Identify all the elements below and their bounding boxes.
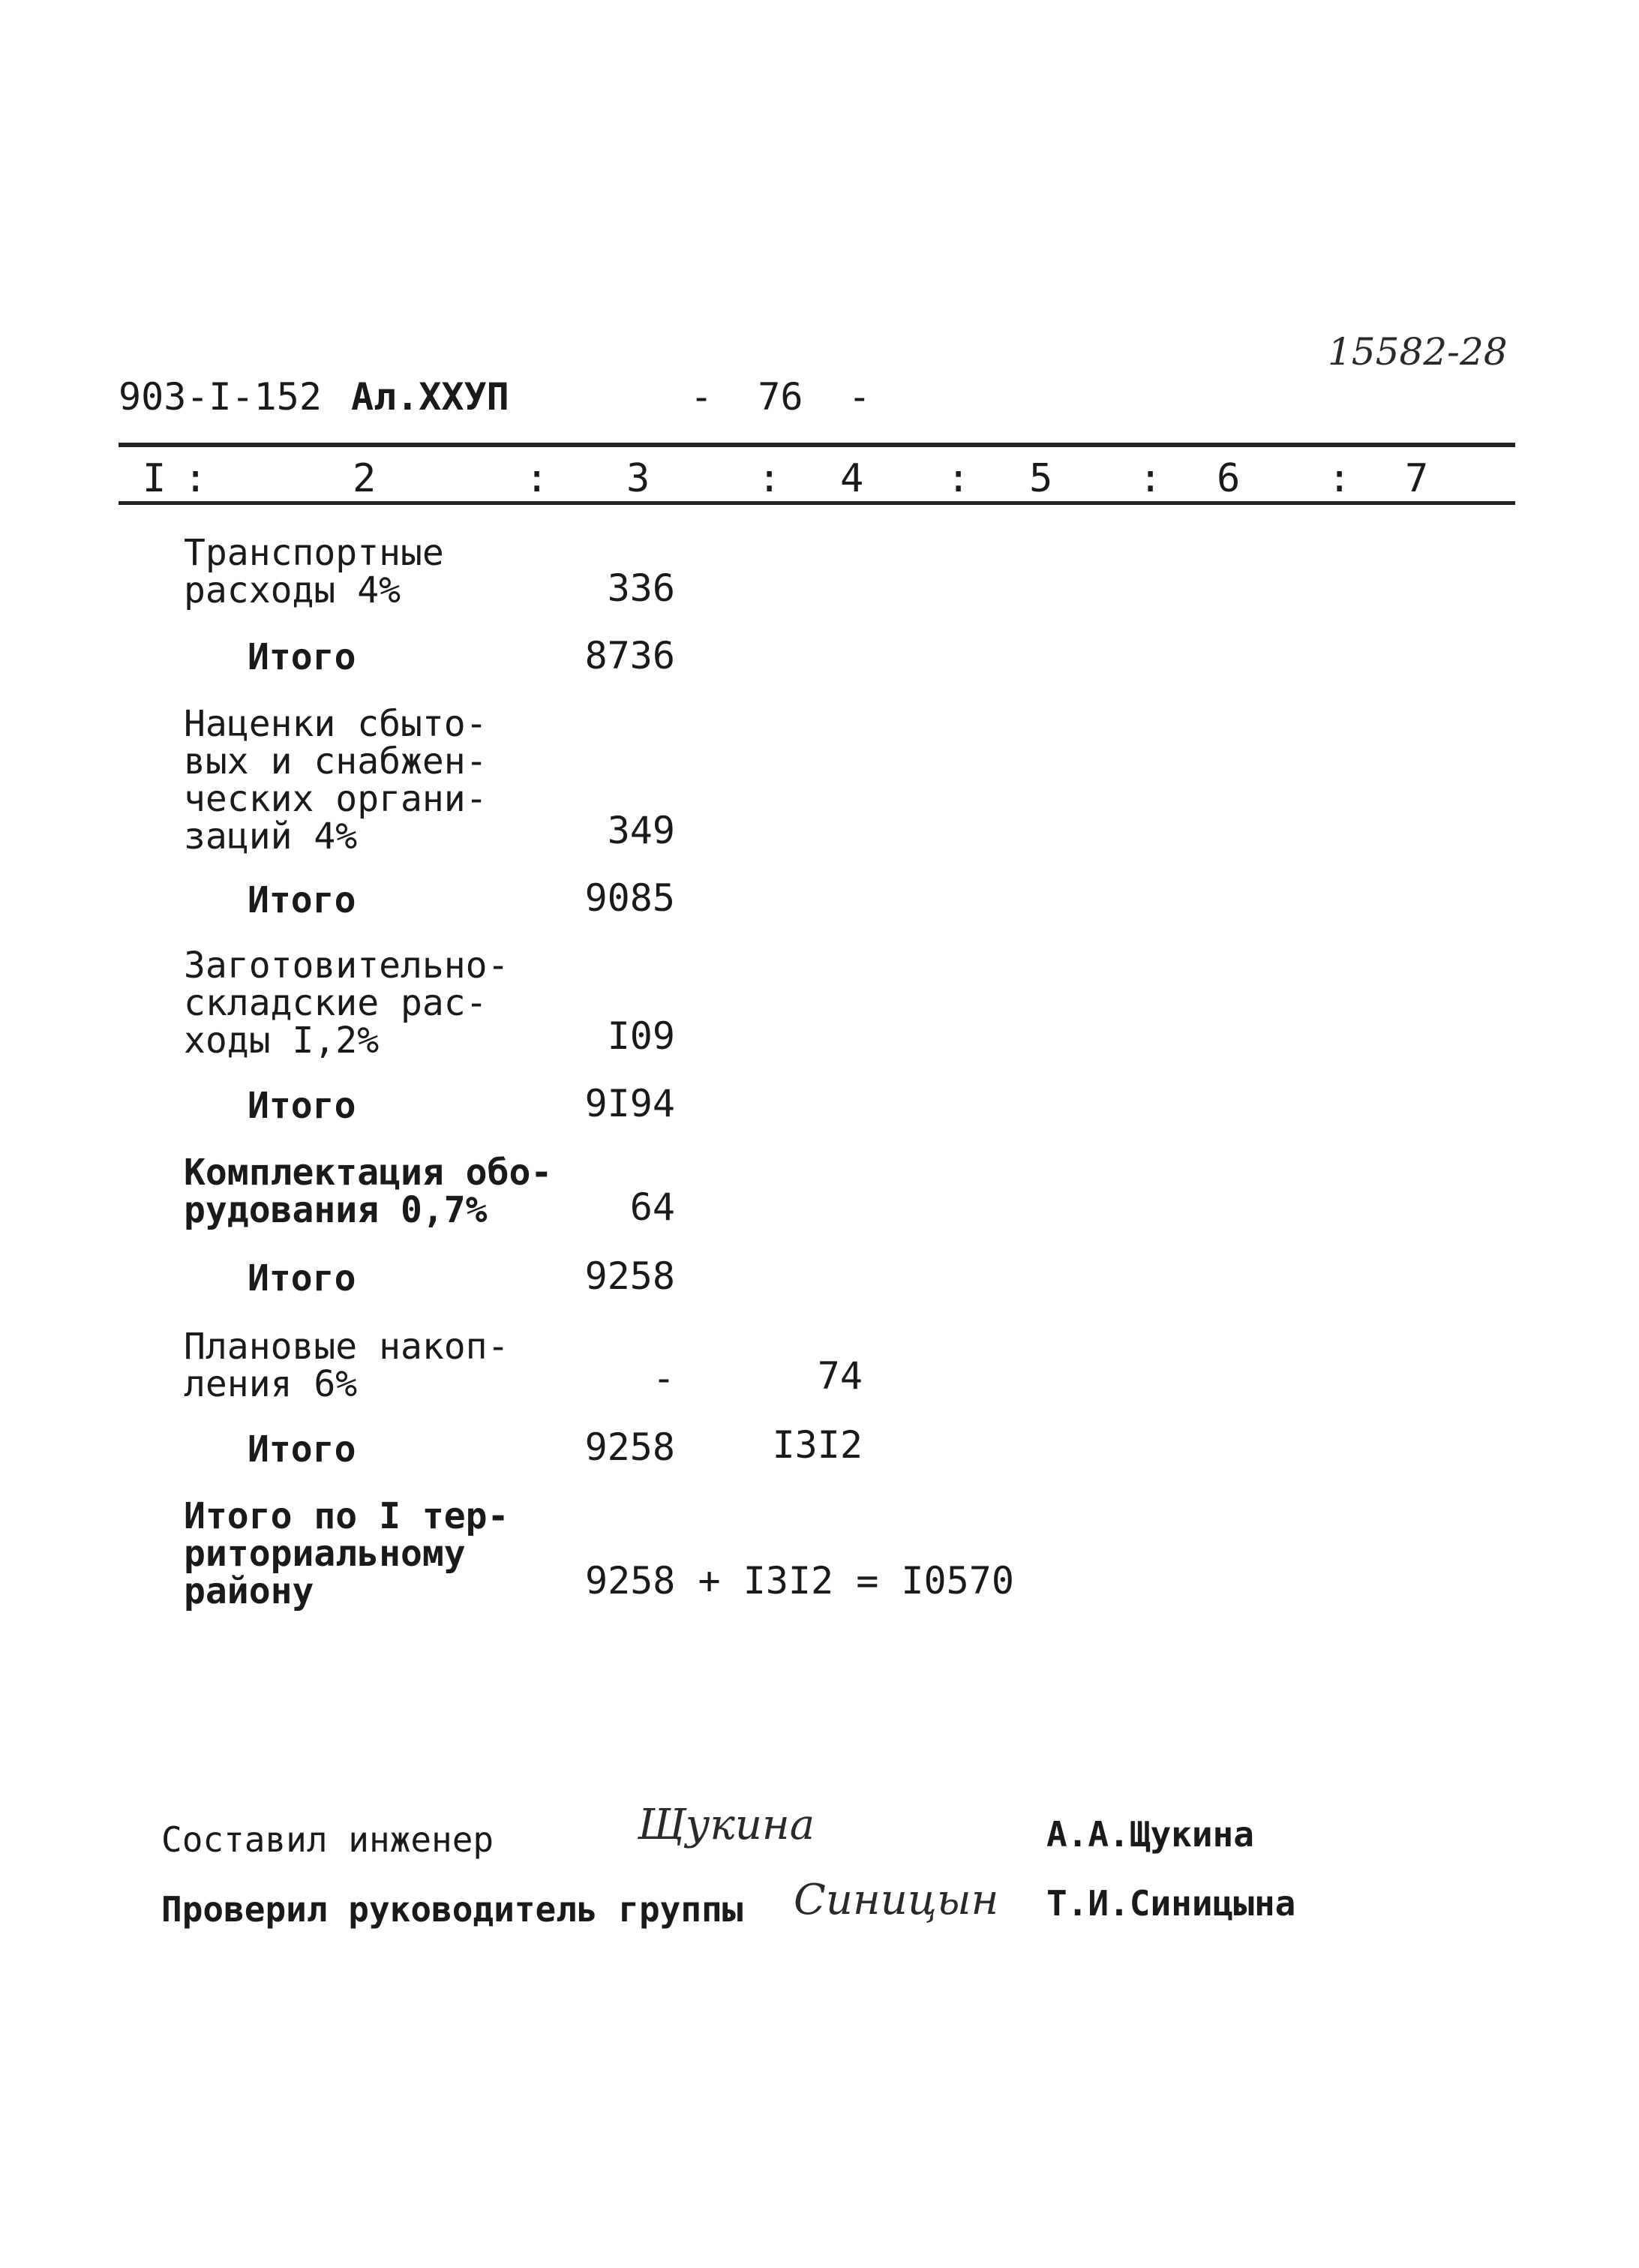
column-separator: : [758,456,782,501]
grand-total-label: Итого по I тер- риториальному району [184,1495,509,1612]
column-separator: : [525,456,549,501]
column-7-number: 7 [1405,456,1429,501]
row-label-total: Итого [248,1428,356,1470]
row-value-col4: I3I2 [772,1423,863,1467]
checked-by-name: Т.И.Синицына [1046,1883,1296,1924]
column-separator: : [947,456,971,501]
row-value-col3: 9258 [584,1425,675,1469]
row-label-transport: Транспортные расходы 4% [184,532,444,611]
row-value-col3: 64 [629,1185,675,1229]
row-label-total: Итого [248,1257,356,1299]
row-label-total: Итого [248,636,356,678]
checked-by-signature: Синицын [794,1876,999,1924]
column-separator: : [1328,456,1352,501]
column-6-number: 6 [1217,456,1241,501]
row-label-markups: Наценки сбыто- вых и снабжен- ческих органи- заций 4% [184,703,488,858]
row-value-col3: I09 [607,1014,675,1058]
row-value-col4: 74 [817,1354,863,1398]
compiled-by-name: А.А.Щукина [1046,1814,1254,1855]
column-3-number: 3 [626,456,650,501]
row-label-total: Итого [248,879,356,921]
album-number: Ал.ХХУП [351,375,509,419]
column-5-number: 5 [1029,456,1053,501]
row-value-col3: 9258 [584,1254,675,1298]
column-4-number: 4 [840,456,864,501]
compiled-by-label: Составил инженер [161,1819,494,1860]
column-2-number: 2 [353,456,377,501]
document-code: 903-I-152 [119,375,322,419]
row-label-total: Итого [248,1085,356,1127]
row-value-col3: - [652,1356,675,1400]
column-separator: : [184,456,208,501]
header-rule-top [119,443,1515,447]
header-rule-bottom [119,501,1515,505]
row-label-equipment: Комплектация обо- рудования 0,7% [184,1152,553,1231]
compiled-by-signature: Щукина [638,1801,815,1849]
checked-by-label: Проверил руководитель группы [161,1889,743,1930]
row-value-col3: 349 [607,809,675,852]
stamp-number: 15582-28 [1328,330,1508,374]
row-value-col3: 9I94 [584,1082,675,1125]
row-label-procurement: Заготовительно- складские рас- ходы I,2% [184,945,509,1062]
row-value-col3: 8736 [584,634,675,677]
column-1-number: I [143,456,167,501]
row-value-col3: 336 [607,566,675,610]
grand-total-expression: 9258 + I3I2 = I0570 [585,1559,1014,1603]
row-label-planned-accumulations: Плановые накоп- ления 6% [184,1326,509,1405]
column-separator: : [1139,456,1163,501]
row-value-col3: 9085 [584,876,675,920]
page-number: - 76 - [690,375,871,419]
